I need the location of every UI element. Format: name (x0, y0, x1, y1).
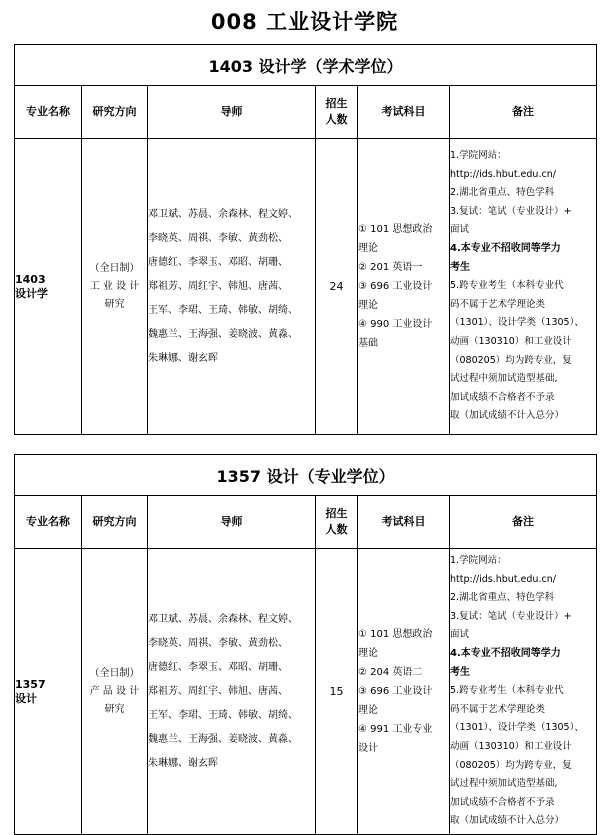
exam-line: ② 204 英语二 (358, 667, 423, 678)
supervisor-line: 唐德红、李翠玉、邓昭、胡珊、 (148, 661, 288, 673)
exam-line: 理论 (358, 705, 378, 716)
header-exam: 考试科目 (358, 496, 450, 549)
header-notes: 备注 (450, 86, 597, 139)
exam-line: 理论 (358, 648, 378, 659)
exam-line: 基础 (358, 338, 378, 349)
header-enrollment-line2: 人数 (325, 113, 348, 126)
note-line: 3.复试：笔试（专业设计）+ (450, 610, 572, 622)
header-supervisor: 导师 (148, 496, 316, 549)
header-enrollment-line1: 招生 (325, 97, 348, 110)
exam-line: 理论 (358, 300, 378, 311)
program-row (15, 549, 597, 835)
notes-cell (450, 549, 597, 835)
header-notes: 备注 (450, 496, 597, 549)
major-cell (15, 139, 82, 435)
supervisor-line: 朱琳娜、谢玄晖 (148, 757, 218, 769)
program-table-1403 (14, 44, 597, 435)
header-row (15, 496, 597, 549)
exam-cell (358, 139, 450, 435)
program-title: 1357 设计（专业学位） (15, 455, 597, 496)
supervisor-line: 王军、李珺、王琦、韩敏、胡绮、 (148, 709, 298, 721)
website-link[interactable]: http://ids.hbut.edu.cn/ (450, 168, 556, 180)
direction-cell (82, 139, 148, 435)
note-line: 码不属于艺术学理论类 (450, 298, 546, 310)
note-line: （080205）均为跨专业，复 (450, 354, 572, 366)
program-table-1357 (14, 454, 597, 835)
note-line: 1.学院网站： (450, 150, 507, 162)
exam-line: ② 201 英语一 (358, 262, 423, 273)
page-title: 008 工业设计学院 (210, 10, 399, 34)
note-line: （1301）、设计学类（1305）、 (450, 722, 584, 734)
exam-line: 理论 (358, 243, 378, 254)
enrollment-count: 24 (316, 139, 358, 435)
header-row (15, 86, 597, 139)
major-code: 1403 (15, 272, 46, 286)
header-major: 专业名称 (15, 496, 82, 549)
note-line-emphasis: 考生 (450, 261, 470, 273)
header-major: 专业名称 (15, 86, 82, 139)
supervisor-cell (148, 549, 316, 835)
note-line: 码不属于艺术学理论类 (450, 703, 546, 715)
header-direction: 研究方向 (82, 496, 148, 549)
note-line: 5.跨专业考生（本科专业代 (450, 280, 564, 292)
supervisor-line: 王军、李珺、王琦、韩敏、胡绮、 (148, 304, 298, 316)
exam-line: ④ 991 工业专业 (358, 724, 433, 735)
header-enrollment-line1: 招生 (325, 507, 348, 520)
note-line: 5.跨专业考生（本科专业代 (450, 685, 564, 697)
supervisor-line: 李晓英、周祺、李敏、黄劲松、 (148, 232, 288, 244)
header-enrollment (316, 86, 358, 139)
exam-line: ① 101 思想政治 (358, 224, 433, 235)
supervisor-line: 邓卫斌、苏晨、余森林、程文婷、 (148, 208, 298, 220)
note-line: 2.湖北省重点、特色学科 (450, 187, 555, 199)
header-enrollment (316, 496, 358, 549)
major-name: 设计学 (15, 286, 48, 300)
note-line-emphasis: 4.本专业不招收同等学力 (450, 243, 561, 255)
direction-mode: （全日制） (89, 667, 140, 679)
note-line: （080205）均为跨专业，复 (450, 759, 572, 771)
note-line: 加试成绩不合格者不予录 (450, 391, 555, 403)
website-link[interactable]: http://ids.hbut.edu.cn/ (450, 573, 556, 585)
note-line: 1.学院网站： (450, 555, 507, 567)
note-line: 2.湖北省重点、特色学科 (450, 592, 555, 604)
enrollment-count: 15 (316, 549, 358, 835)
supervisor-line: 郑祖芳、周红宇、韩旭、唐茜、 (148, 685, 288, 697)
header-enrollment-line2: 人数 (325, 523, 348, 536)
exam-cell (358, 549, 450, 835)
exam-line: ④ 990 工业设计 (358, 319, 433, 330)
exam-line: ③ 696 工业设计 (358, 281, 433, 292)
exam-line: 设计 (358, 743, 378, 754)
supervisor-line: 李晓英、周祺、李敏、黄劲松、 (148, 637, 288, 649)
header-direction: 研究方向 (82, 86, 148, 139)
direction-cell (82, 549, 148, 835)
major-name: 设计 (15, 691, 37, 705)
notes-cell (450, 139, 597, 435)
direction-line: 产 品 设 计 (89, 685, 140, 697)
program-title: 1403 设计学（学术学位） (15, 45, 597, 86)
supervisor-cell (148, 139, 316, 435)
header-exam: 考试科目 (358, 86, 450, 139)
note-line: 动画（130310）和工业设计 (450, 740, 572, 752)
supervisor-line: 魏惠兰、王海强、姜晓波、黄淼、 (148, 733, 298, 745)
direction-line: 研究 (104, 298, 125, 310)
direction-mode: （全日制） (89, 262, 140, 274)
note-line: 3.复试：笔试（专业设计）+ (450, 205, 572, 217)
note-line-emphasis: 考生 (450, 666, 470, 678)
program-row (15, 139, 597, 435)
note-line-emphasis: 4.本专业不招收同等学力 (450, 648, 561, 660)
supervisor-line: 邓卫斌、苏晨、余森林、程文婷、 (148, 613, 298, 625)
direction-line: 研究 (104, 703, 125, 715)
supervisor-line: 郑祖芳、周红宇、韩旭、唐茜、 (148, 280, 288, 292)
note-line: 试过程中须加试造型基础, (450, 778, 558, 790)
note-line: 取（加试成绩不计入总分） (450, 410, 565, 422)
supervisor-line: 唐德红、李翠玉、邓昭、胡珊、 (148, 256, 288, 268)
direction-line: 工 业 设 计 (89, 280, 140, 292)
note-line: 加试成绩不合格者不予录 (450, 796, 555, 808)
supervisor-line: 朱琳娜、谢玄晖 (148, 352, 218, 364)
note-line: 试过程中须加试造型基础, (450, 373, 558, 385)
note-line: 面试 (450, 224, 470, 236)
note-line: 取（加试成绩不计入总分） (450, 815, 565, 827)
major-code: 1357 (15, 677, 46, 691)
supervisor-line: 魏惠兰、王海强、姜晓波、黄淼、 (148, 328, 298, 340)
note-line: 面试 (450, 629, 470, 641)
note-line: （1301）、设计学类（1305）、 (450, 317, 584, 329)
exam-line: ① 101 思想政治 (358, 629, 433, 640)
exam-line: ③ 696 工业设计 (358, 686, 433, 697)
header-supervisor: 导师 (148, 86, 316, 139)
major-cell (15, 549, 82, 835)
note-line: 动画（130310）和工业设计 (450, 335, 572, 347)
